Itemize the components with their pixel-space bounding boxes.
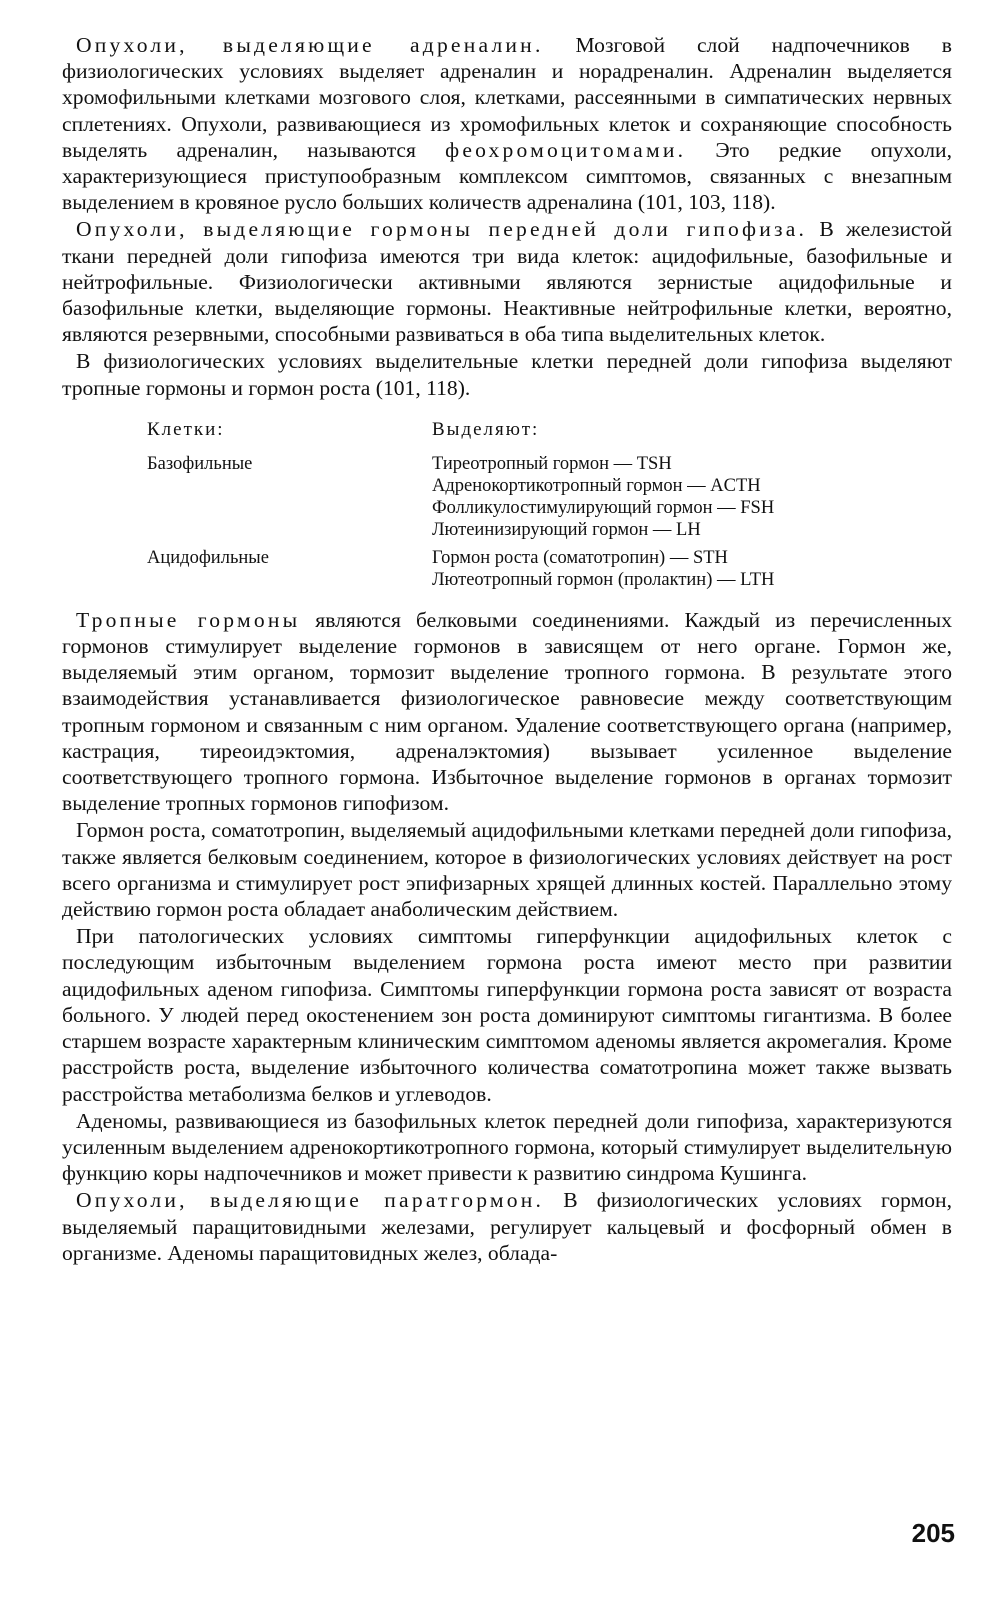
- page-number: 205: [911, 1518, 955, 1548]
- paragraph-text-tail: Это редкие опухоли, характеризующиеся приступообразным комплексом симптомов, связанных с внезапным выделением в кровяное русло больших количеств адреналина (101, 103, 118).: [62, 137, 952, 215]
- hormone-item: Лютеотропный гормон (пролактин) — LTH: [432, 569, 775, 590]
- section-lead: Опухоли, выделяющие гормоны передней доли гипофиза.: [76, 217, 808, 242]
- hormone-item: Фолликулостимулирующий гормон — FSH: [432, 497, 775, 518]
- hormone-item: Тиреотропный гормон — TSH: [432, 453, 672, 474]
- hormone-list: [432, 547, 774, 591]
- paragraph-text: В физиологических условиях выделительные клетки передней доли гипофиза выделяют тропные гормоны и гормон роста (101, 118).: [62, 349, 952, 400]
- paragraph-text: являются белковыми соединениями. Каждый из перечисленных гормонов стимулирует выделение гормонов в зависящем от него органе. Гормон же, выделяемый этим органом, тормозит выделение тропного гормона. В результате этого взаимодействия устанавливается физиологическое равновесие между соответствующим тропным гормоном и связанным с ним органом. Удаление соответствующего органа (например, кастрация, тиреоидэктомия, адреналэктомия) вызывает усиленное выделение соответствующего тропного гормона. Избыточное выделение гормонов в органах тормозит выделение тропных гормонов гипофизом.: [62, 607, 952, 816]
- paragraph-growth-hormone: [62, 817, 952, 922]
- hormone-item: Гормон роста (соматотропин) — STH: [432, 547, 728, 568]
- paragraph-physiology: [62, 348, 952, 400]
- paragraph-parathormone: [62, 1187, 952, 1266]
- hormone-list: [432, 453, 774, 541]
- text-after-table: [62, 607, 952, 1266]
- hormone-item: Адренокортикотропный гормон — ACTH: [432, 475, 761, 496]
- table-header-secretes: Выделяют:: [432, 418, 540, 440]
- section-lead: Тропные гормоны: [76, 607, 301, 632]
- section-lead: Опухоли, выделяющие адреналин.: [76, 33, 544, 57]
- paragraph-text: Аденомы, развивающиеся из базофильных клеток передней доли гипофиза, характеризуются усиленным выделением адренокортикотропного гормона, который стимулирует выделительную функцию коры надпочечников и может привести к развитию синдрома Кушинга.: [62, 1108, 952, 1186]
- cell-type: Ацидофильные: [147, 547, 269, 568]
- section-lead: Опухоли, выделяющие паратгормон.: [76, 1188, 545, 1213]
- term-pheochromocytoma: феохромоцитомами.: [445, 137, 687, 162]
- paragraph-text: Мозговой слой надпочечников в физиологических условиях выделяет адреналин и норадреналин. Адреналин выделяется хромофильными клетками мозгового слоя, клетками, рассеянными в симпатических нервных сплетениях. Опухоли, развивающиеся из хромофильных клеток и сохраняющие способность выделять адреналин, называются: [62, 33, 952, 162]
- page-body: [62, 32, 952, 1266]
- hormone-table: [62, 419, 952, 597]
- cell-type: Базофильные: [147, 453, 253, 474]
- paragraph-text: При патологических условиях симптомы гиперфункции ацидофильных клеток с последующим избыточным выделением гормона роста имеют место при развитии ацидофильных аденом гипофиза. Симптомы гиперфункции гормона роста зависят от возраста больного. У людей перед окостенением зон роста доминируют симптомы гигантизма. В более старшем возрасте характерным клиническим симптомом аденомы является акромегалия. Кроме расстройств роста, выделение избыточного количества соматотропина может также вызвать расстройства метаболизма белков и углеводов.: [62, 924, 952, 1106]
- hormone-item: Лютеинизирующий гормон — LH: [432, 519, 701, 540]
- paragraph-adrenaline-tumors: [62, 32, 952, 215]
- paragraph-hyperfunction: [62, 923, 952, 1106]
- paragraph-text: В железистой ткани передней доли гипофиза имеются три вида клеток: ацидофильные, базофильные и нейтрофильные. Физиологически активными являются зернистые ацидофильные и базофильные клетки, выделяющие гормоны. Неактивные нейтрофильные клетки, вероятно, являются резервными, способными развиваться в оба типа выделительных клеток.: [62, 217, 952, 347]
- paragraph-text: В физиологических условиях гормон, выделяемый паращитовидными железами, регулирует кальцевый и фосфорный обмен в организме. Аденомы паращитовидных желез, облада-: [62, 1188, 952, 1265]
- table-header-cells: Клетки:: [147, 418, 225, 440]
- paragraph-text: Гормон роста, соматотропин, выделяемый ацидофильными клетками передней доли гипофиза, также является белковым соединением, которое в физиологических условиях действует на рост всего организма и стимулирует рост эпифизарных хрящей длинных костей. Параллельно этому действию гормон роста обладает анаболическим действием.: [62, 818, 952, 922]
- paragraph-tropic-hormones: [62, 607, 952, 817]
- paragraph-basophilic-adenomas: [62, 1108, 952, 1187]
- paragraph-pituitary-tumors: [62, 216, 952, 347]
